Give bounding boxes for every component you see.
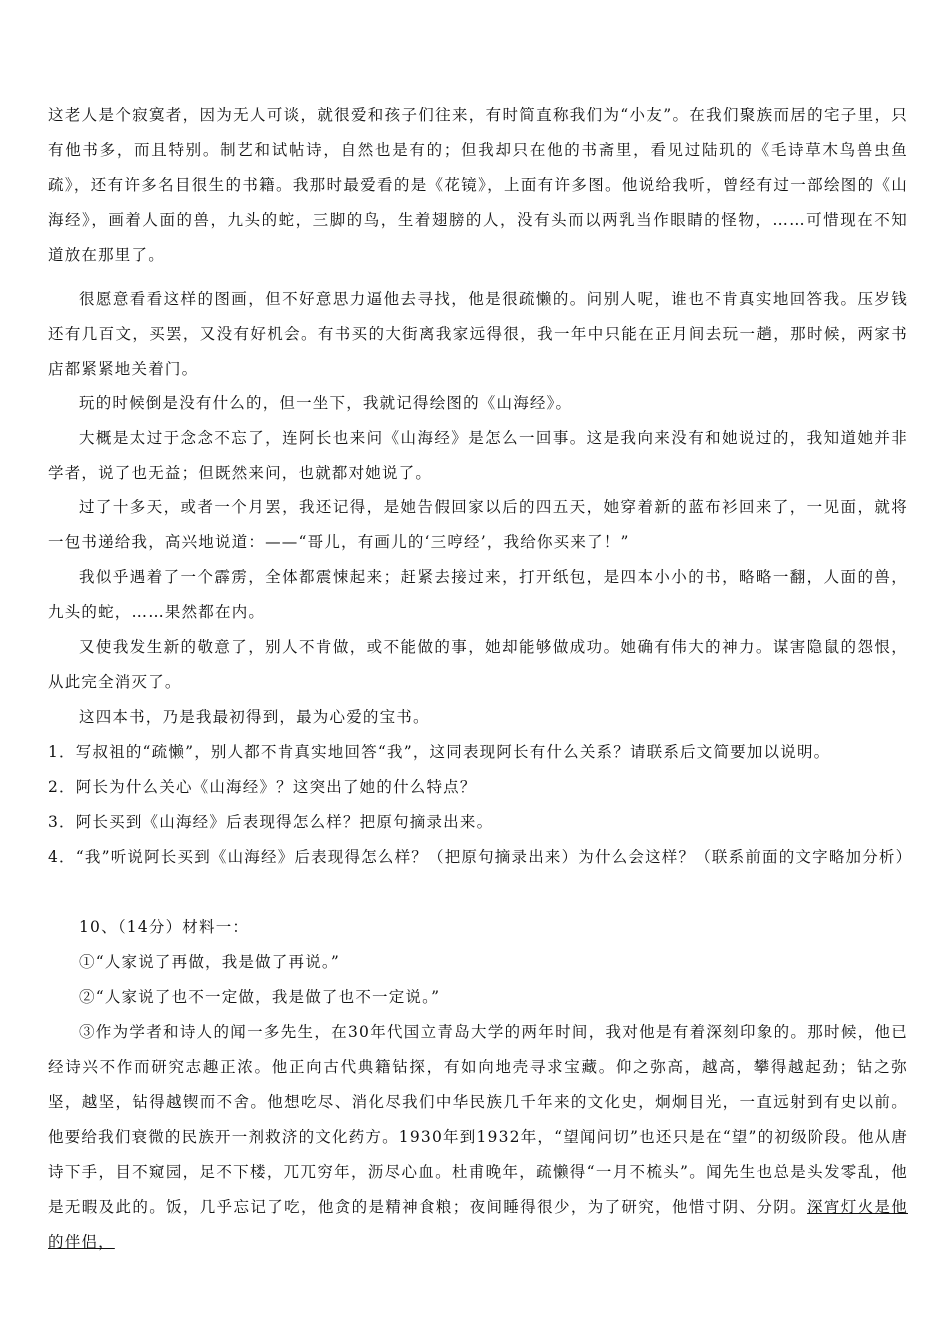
material-item-2: ②“人家说了也不一定做，我是做了也不一定说。”	[79, 988, 441, 1006]
material-item-3	[48, 1015, 908, 1260]
passage-paragraph-2: 很愿意看看这样的图画，但不好意思力逼他去寻找，他是很疏懒的。问别人呢，谁也不肯真实地回答我。压岁钱还有几百文，买罢，又没有好机会。有书买的大街离我家远得很，我一年中只能在正月间去玩一趟，那时候，两家书店都紧紧地关着门。	[48, 290, 908, 378]
passage-paragraph-4: 大概是太过于念念不忘了，连阿长也来问《山海经》是怎么一回事。这是我向来没有和她说过的，我知道她并非学者，说了也无益；但既然来问，也就都对她说了。	[48, 429, 908, 482]
material-item-1: ①“人家说了再做，我是做了再说。”	[79, 953, 340, 971]
passage-paragraph-6: 我似乎遇着了一个霹雳，全体都震悚起来；赶紧去接过来，打开纸包，是四本小小的书，略略一翻，人面的兽，九头的蛇，……果然都在内。	[48, 568, 908, 621]
question-2: 2．阿长为什么关心《山海经》？这突出了她的什么特点？	[48, 778, 477, 796]
question-1: 1．写叔祖的“疏懒”，别人都不肯真实地回答“我”，这同表现阿长有什么关系？请联系后文简要加以说明。	[48, 743, 831, 761]
underlined-sentence: 深宵灯火是他的伴侣，	[48, 1198, 908, 1251]
question-4: 4．“我”听说阿长买到《山海经》后表现得怎么样？（把原句摘录出来）为什么会这样？（联系前面的文字略加分析）	[48, 848, 913, 866]
passage-paragraph-8: 这四本书，乃是我最初得到，最为心爱的宝书。	[79, 708, 430, 726]
passage-paragraph-7: 又使我发生新的敬意了，别人不肯做，或不能做的事，她却能够做成功。她确有伟大的神力。谋害隐鼠的怨恨，从此完全消灭了。	[48, 638, 908, 691]
section-10-heading: 10、（14分）材料一：	[79, 918, 250, 936]
passage-paragraph-1: 这老人是个寂寞者，因为无人可谈，就很爱和孩子们往来，有时简直称我们为“小友”。在我们聚族而居的宅子里，只有他书多，而且特别。制艺和试帖诗，自然也是有的；但我却只在他的书斋里，看见过陆玑的《毛诗草木鸟兽虫鱼疏》，还有许多名目很生的书籍。我那时最爱看的是《花镜》，上面有许多图。他说给我听，曾经有过一部绘图的《山海经》，画着人面的兽，九头的蛇，三脚的鸟，生着翅膀的人，没有头而以两乳当作眼睛的怪物，……可惜现在不知道放在那里了。	[48, 106, 908, 264]
passage-paragraph-5: 过了十多天，或者一个月罢，我还记得，是她告假回家以后的四五天，她穿着新的蓝布衫回来了，一见面，就将一包书递给我，高兴地说道：——“哥儿，有画儿的‘三哼经’，我给你买来了！”	[48, 498, 908, 551]
question-3: 3．阿长买到《山海经》后表现得怎么样？把原句摘录出来。	[48, 813, 494, 831]
passage-paragraph-3: 玩的时候倒是没有什么的，但一坐下，我就记得绘图的《山海经》。	[79, 394, 573, 412]
material-item-3-text: ③作为学者和诗人的闻一多先生，在30年代国立青岛大学的两年时间，我对他是有着深刻印象的。那时候，他已经诗兴不作而研究志趣正浓。他正向古代典籍钻探，有如向地壳寻求宝藏。仰之弥高，越高，攀得越起劲；钻之弥坚，越坚，钻得越锲而不舍。他想吃尽、消化尽我们中华民族几千年来的文化史，炯炯目光，一直远射到有史以前。他要给我们衰微的民族开一剂救济的文化药方。1930年到1932年，“望闻问切”也还只是在“望”的初级阶段。他从唐诗下手，目不窥园，足不下楼，兀兀穷年，沥尽心血。杜甫晚年，疏懒得“一月不梳头”。闻先生也总是头发零乱，他是无暇及此的。饭，几乎忘记了吃，他贪的是精神食粮；夜间睡得很少，为了研究，他惜寸阴、分阴。	[48, 1023, 908, 1216]
